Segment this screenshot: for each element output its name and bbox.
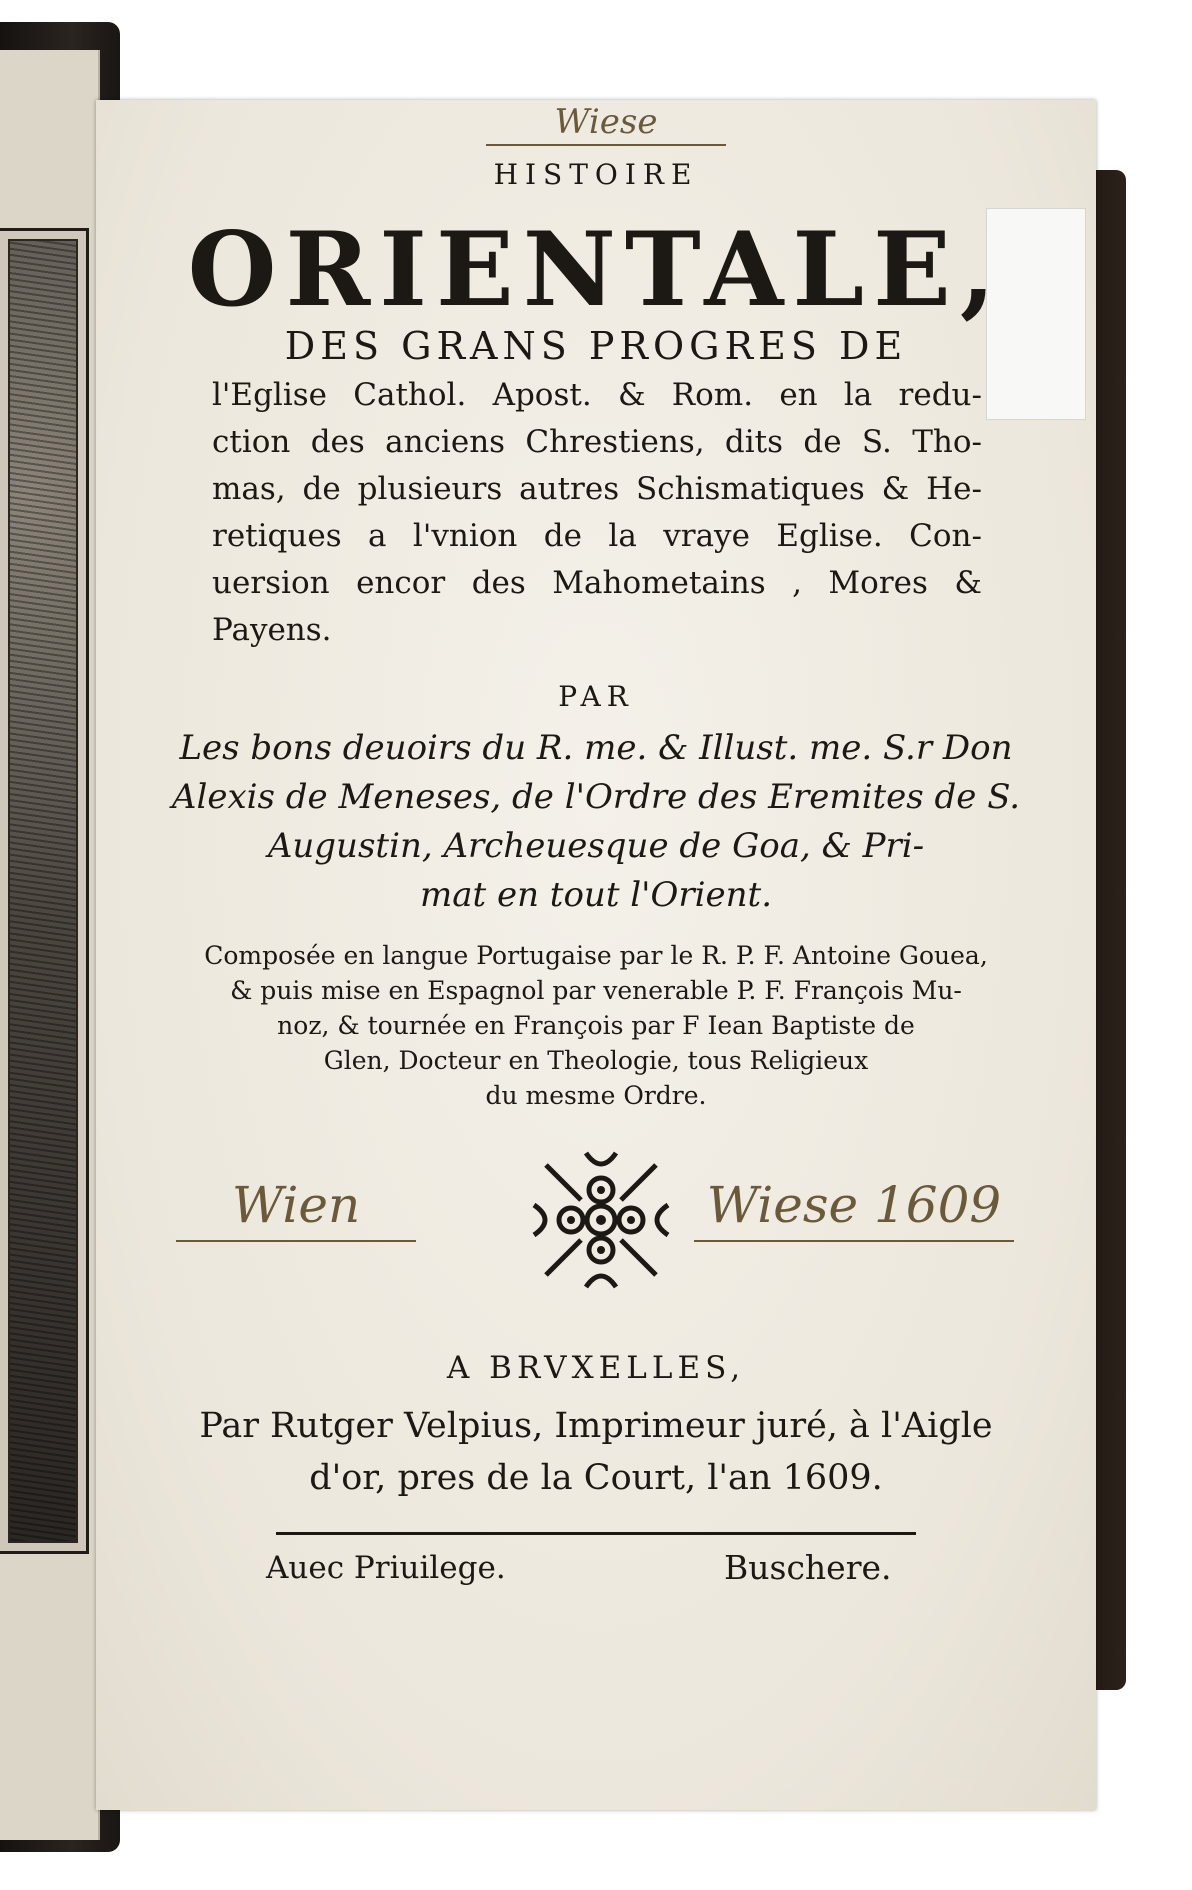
divider-rule	[276, 1532, 916, 1535]
privilege-note: Auec Priuilege.	[266, 1550, 506, 1586]
title-subtitle: DES GRANS PROGRES DE	[284, 324, 908, 368]
imprint-place: A BRVXELLES,	[446, 1350, 746, 1386]
printer-ornament-icon	[526, 1145, 676, 1295]
author-line: Les bons deuoirs du R. me. & Illust. me. S.r Don	[179, 728, 1013, 768]
composition-line: Composée en langue Portugaise par le R. P. F. Antoine Gouea,	[204, 941, 988, 970]
author-line: Augustin, Archeuesque de Goa, & Pri-	[267, 826, 925, 866]
title-page	[96, 100, 1096, 1810]
description-line: retiques a l'vnion de la vraye Eglise. Con-	[212, 518, 982, 554]
description-line: Payens.	[212, 612, 332, 648]
author-block	[96, 724, 1096, 920]
composition-line: Glen, Docteur en Theologie, tous Religieux	[323, 1046, 869, 1075]
signer-name: Buschere.	[724, 1548, 892, 1587]
handwritten-signature-left: Wien	[176, 1170, 416, 1242]
title-histoire: HISTOIRE	[493, 158, 699, 191]
description-line: mas, de plusieurs autres Schismatiques & He-	[212, 471, 982, 507]
par-label: PAR	[558, 680, 634, 713]
description-line: l'Eglise Cathol. Apost. & Rom. en la redu-	[212, 377, 982, 413]
handwritten-signature-right: Wiese 1609	[694, 1170, 1014, 1242]
composition-line: noz, & tournée en François par F Iean Baptiste de	[277, 1011, 915, 1040]
imprint-line: Par Rutger Velpius, Imprimeur juré, à l'Aigle	[199, 1406, 993, 1446]
frontispiece-engraving	[0, 228, 89, 1554]
imprint-line: d'or, pres de la Court, l'an 1609.	[309, 1458, 883, 1498]
composition-line: & puis mise en Espagnol par venerable P. F. François Mu-	[230, 976, 962, 1005]
composition-line: du mesme Ordre.	[485, 1081, 707, 1110]
title-orientale: ORIENTALE,	[187, 210, 1005, 330]
imprint-block	[96, 1400, 1096, 1504]
title-description	[212, 372, 982, 654]
description-line: ction des anciens Chrestiens, dits de S. Tho-	[212, 424, 982, 460]
description-line: uersion encor des Mahometains , Mores &	[212, 565, 982, 601]
handwritten-annotation-top: Wiese	[486, 100, 726, 146]
composition-block	[96, 938, 1096, 1113]
author-line: Alexis de Meneses, de l'Ordre des Eremites de S.	[171, 777, 1021, 817]
author-line: mat en tout l'Orient.	[419, 875, 773, 915]
